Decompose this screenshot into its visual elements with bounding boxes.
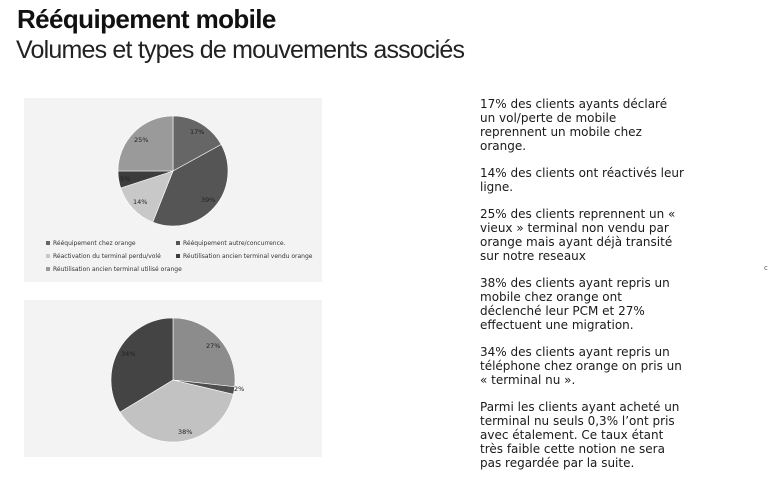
legend-item-1: [46, 240, 136, 248]
legend-item-3: [46, 253, 161, 261]
bullet-3: 25% des clients reprennent un « vieux » terminal non vendu par orange mais ayant déjà transité sur notre reseaux: [480, 207, 676, 263]
pie1-data-label-1: 17%: [190, 128, 205, 136]
legend-swatch-3: [46, 254, 50, 258]
legend-label-2: Rééquipement autre/concurrence.: [183, 240, 286, 247]
pie1-data-label-3: 14%: [133, 198, 148, 206]
pie1-data-label-4: 5%: [120, 175, 131, 183]
bullet-5: 34% des clients ayant repris un téléphone chez orange on pris un « terminal nu ».: [480, 345, 682, 387]
commentary-text: [480, 97, 685, 483]
pie-chart-2-panel: [24, 300, 322, 457]
pie2-data-label-2: 2%: [234, 385, 245, 393]
legend-item-2: [176, 240, 286, 248]
bullet-1: 17% des clients ayants déclaré un vol/perte de mobile reprennent un mobile chez orange.: [480, 97, 668, 153]
legend-swatch-5: [46, 267, 50, 271]
legend-label-5: Réutilisation ancien terminal utilisé orange: [53, 266, 182, 273]
pie-chart-2: [24, 300, 322, 457]
pie2-data-label-1: 27%: [206, 342, 221, 350]
legend-label-4: Réutilisation ancien terminal vendu orange: [183, 253, 313, 260]
pie2-data-label-4: 34%: [121, 350, 136, 358]
bullet-4: 38% des clients ayant repris un mobile chez orange ont déclenché leur PCM et 27% effectuent une migration.: [480, 276, 670, 332]
bullet-2: 14% des clients ont réactivés leur ligne.: [480, 166, 684, 194]
pie1-data-label-2: 39%: [201, 196, 216, 204]
pie2-slice-1: [173, 318, 235, 387]
page-subtitle: Volumes et types de mouvements associés: [16, 36, 465, 64]
page-title: Rééquipement mobile: [17, 4, 276, 34]
legend-label-1: Rééquipement chez orange: [53, 240, 136, 247]
bullet-6: Parmi les clients ayant acheté un terminal nu seuls 0,3% l’ont pris avec étalement. Ce taux étant très faible cette notion ne sera pas regardée par la suite.: [480, 400, 680, 470]
pie2-data-label-3: 38%: [178, 428, 193, 436]
legend-swatch-2: [176, 241, 180, 245]
pie1-data-label-5: 25%: [134, 136, 149, 144]
stray-mark: c: [764, 264, 768, 272]
pie-chart-1-panel: [24, 98, 322, 282]
legend-label-3: Réactivation du terminal perdu/volé: [53, 253, 161, 260]
legend-item-4: [176, 253, 312, 261]
legend-swatch-1: [46, 241, 50, 245]
legend-swatch-4: [176, 254, 180, 258]
legend-item-5: [46, 266, 182, 274]
